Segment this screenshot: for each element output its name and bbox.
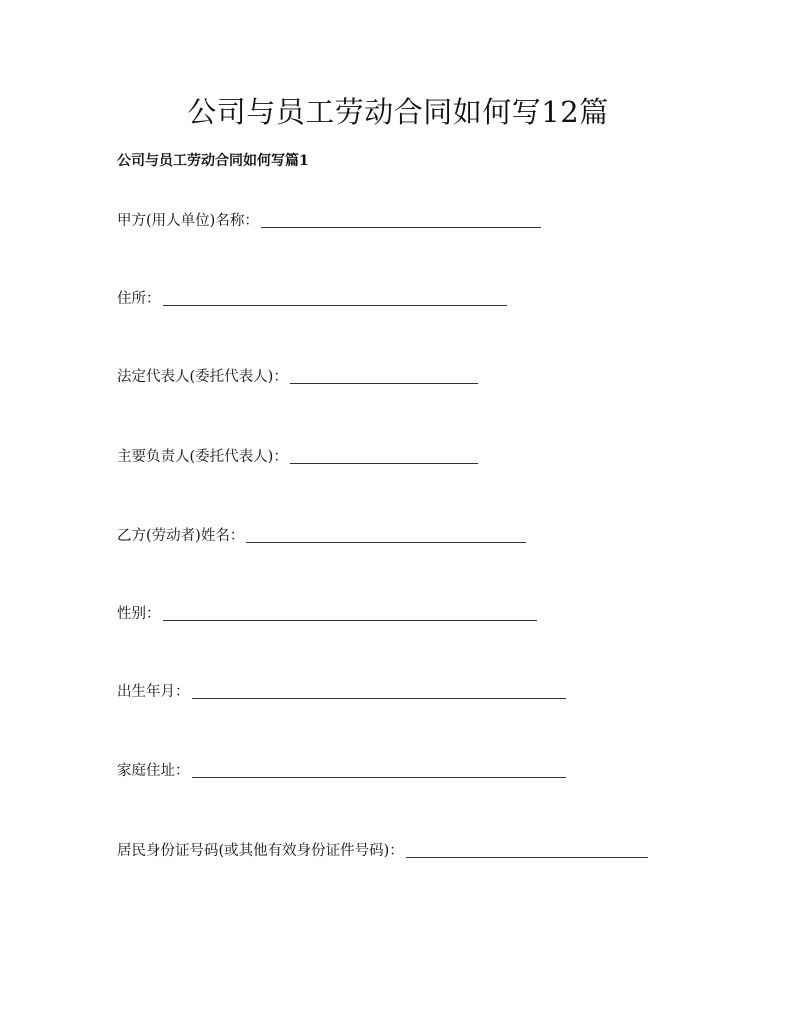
blank-line [406, 843, 648, 858]
field-principal-responsible [117, 448, 478, 466]
blank-line [290, 369, 478, 384]
section-title: 公司与员工劳动合同如何写篇1 [117, 153, 309, 169]
field-gender [117, 605, 537, 623]
field-birth-date [117, 683, 566, 701]
field-id-number [117, 842, 648, 860]
field-label: 住所： [117, 291, 161, 307]
field-home-address [117, 762, 566, 780]
field-label: 甲方(用人单位)名称： [117, 213, 259, 229]
field-label: 乙方(劳动者)姓名： [117, 528, 245, 544]
field-label: 出生年月： [117, 684, 190, 700]
field-label: 法定代表人(委托代表人)： [117, 369, 288, 385]
blank-line [192, 684, 566, 699]
blank-line [290, 449, 478, 464]
field-legal-representative [117, 368, 478, 386]
blank-line [246, 528, 526, 543]
blank-line [261, 213, 541, 228]
blank-line [163, 606, 537, 621]
document-title: 公司与员工劳动合同如何写12篇 [187, 95, 609, 129]
blank-line [163, 291, 507, 306]
blank-line [192, 763, 566, 778]
field-employer-name [117, 212, 541, 230]
field-employee-name [117, 527, 526, 545]
field-label: 主要负责人(委托代表人)： [117, 449, 288, 465]
field-address [117, 290, 507, 308]
field-label: 居民身份证号码(或其他有效身份证件号码)： [117, 843, 404, 859]
field-label: 家庭住址： [117, 763, 190, 779]
field-label: 性别： [117, 606, 161, 622]
